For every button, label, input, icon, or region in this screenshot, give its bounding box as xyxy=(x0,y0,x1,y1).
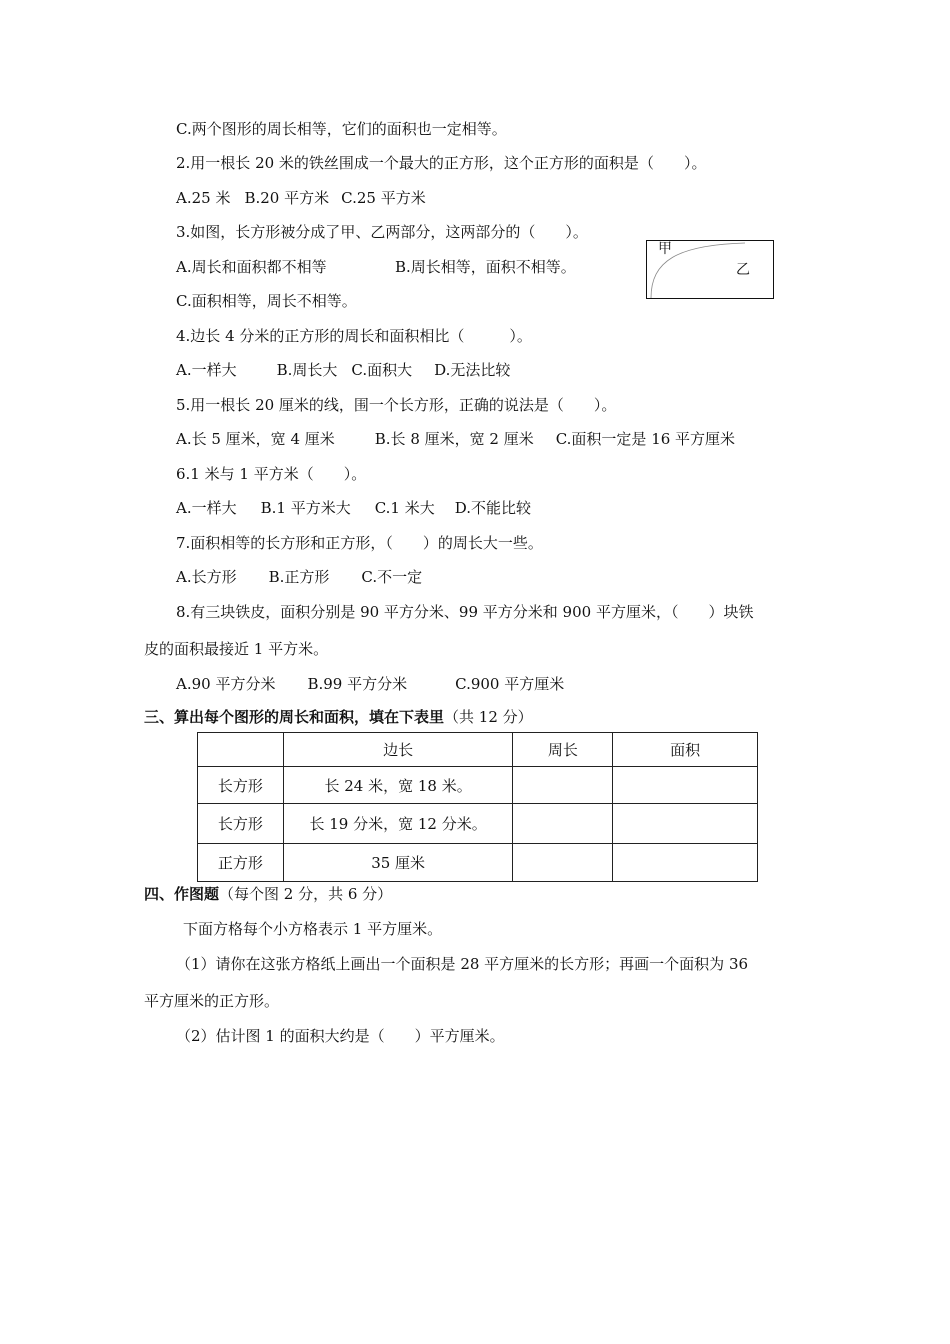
table-header-row xyxy=(198,733,758,767)
q7-option-a: A.长方形 xyxy=(176,568,237,586)
q2-option-b: B.20 平方米 xyxy=(244,189,330,207)
q5-stem: 5.用一根长 20 厘米的线，围一个长方形，正确的说法是（ ）。 xyxy=(176,396,617,414)
q8-option-b: B.99 平方分米 xyxy=(307,675,408,693)
q4-options xyxy=(176,360,510,380)
q2-option-a: A.25 米 xyxy=(176,189,231,207)
q3-option-b: B.周长相等，面积不相等。 xyxy=(395,258,576,276)
q4-stem: 4.边长 4 分米的正方形的周长和面积相比（ ）。 xyxy=(176,327,532,345)
table-header-perimeter: 周长 xyxy=(513,733,613,767)
q7-stem: 7.面积相等的长方形和正方形，（ ）的周长大一些。 xyxy=(176,534,543,552)
section3-points: （共 12 分） xyxy=(444,708,533,726)
q5-options xyxy=(176,429,735,449)
row-side: 长 19 分米，宽 12 分米。 xyxy=(283,804,513,844)
section3-heading xyxy=(144,707,533,727)
row-shape-name: 长方形 xyxy=(198,767,284,804)
section4-item1-line2: 平方厘米的正方形。 xyxy=(144,992,280,1010)
section4-item1-line1: （1）请你在这张方格纸上画出一个面积是 28 平方厘米的长方形；再画一个面积为 36 xyxy=(176,955,749,973)
table-row xyxy=(198,844,758,882)
q5-option-b: B.长 8 厘米，宽 2 厘米 xyxy=(374,430,534,448)
q3-stem: 3.如图，长方形被分成了甲、乙两部分，这两部分的（ ）。 xyxy=(176,223,588,241)
q6-option-c: C.1 米大 xyxy=(374,499,435,517)
q8-stem-line1: 8.有三块铁皮，面积分别是 90 平方分米、99 平方分米和 900 平方厘米，（ ）块铁 xyxy=(176,603,754,621)
row-shape-name: 正方形 xyxy=(198,844,284,882)
table-header-blank xyxy=(198,733,284,767)
q6-option-b: B.1 平方米大 xyxy=(260,499,351,517)
q6-options xyxy=(176,498,531,518)
row-side: 长 24 米，宽 18 米。 xyxy=(283,767,513,804)
table-header-side: 边长 xyxy=(283,733,513,767)
q3-figure-label-jia: 甲 xyxy=(658,241,672,257)
row-perimeter-blank[interactable] xyxy=(513,844,613,882)
section4-title: 四、作图题 xyxy=(144,885,220,903)
table-row xyxy=(198,767,758,804)
q3-option-c: C.面积相等，周长不相等。 xyxy=(176,292,357,310)
row-perimeter-blank[interactable] xyxy=(513,767,613,804)
q4-option-c: C.面积大 xyxy=(351,361,413,379)
q6-option-a: A.一样大 xyxy=(176,499,237,517)
section4-heading xyxy=(144,884,392,904)
section3-title: 三、算出每个图形的周长和面积，填在下表里 xyxy=(144,708,445,726)
table-row xyxy=(198,804,758,844)
q8-option-c: C.900 平方厘米 xyxy=(455,675,565,693)
q7-options xyxy=(176,567,422,587)
q6-option-d: D.不能比较 xyxy=(454,499,532,517)
q4-option-b: B.周长大 xyxy=(276,361,338,379)
row-area-blank[interactable] xyxy=(613,804,758,844)
q5-option-a: A.长 5 厘米，宽 4 厘米 xyxy=(176,430,335,448)
q3-option-a: A.周长和面积都不相等 xyxy=(176,258,327,276)
q6-stem: 6.1 米与 1 平方米（ ）。 xyxy=(176,465,367,483)
row-side: 35 厘米 xyxy=(283,844,513,882)
q5-option-c: C.面积一定是 16 平方厘米 xyxy=(555,430,736,448)
section4-intro: 下面方格每个小方格表示 1 平方厘米。 xyxy=(183,920,443,938)
q8-option-a: A.90 平方分米 xyxy=(176,675,276,693)
q2-options xyxy=(176,188,426,208)
table-header-area: 面积 xyxy=(613,733,758,767)
q3-figure-rectangle xyxy=(646,240,774,299)
section4-points: （每个图 2 分，共 6 分） xyxy=(219,885,393,903)
row-perimeter-blank[interactable] xyxy=(513,804,613,844)
q7-option-c: C.不一定 xyxy=(361,568,423,586)
q8-options xyxy=(176,674,564,694)
q4-option-d: D.无法比较 xyxy=(434,361,511,379)
section3-table xyxy=(197,732,758,882)
q7-option-b: B.正方形 xyxy=(268,568,330,586)
section4-item2: （2）估计图 1 的面积大约是（ ）平方厘米。 xyxy=(176,1027,505,1045)
row-area-blank[interactable] xyxy=(613,767,758,804)
row-area-blank[interactable] xyxy=(613,844,758,882)
q8-stem-line2: 皮的面积最接近 1 平方米。 xyxy=(144,640,329,658)
q2-stem: 2.用一根长 20 米的铁丝围成一个最大的正方形，这个正方形的面积是（ ）。 xyxy=(176,154,707,172)
q2-option-c: C.25 平方米 xyxy=(341,189,426,207)
q1-option-c: C.两个图形的周长相等，它们的面积也一定相等。 xyxy=(176,120,507,138)
q3-figure-label-yi: 乙 xyxy=(736,262,750,278)
row-shape-name: 长方形 xyxy=(198,804,284,844)
q4-option-a: A.一样大 xyxy=(176,361,237,379)
